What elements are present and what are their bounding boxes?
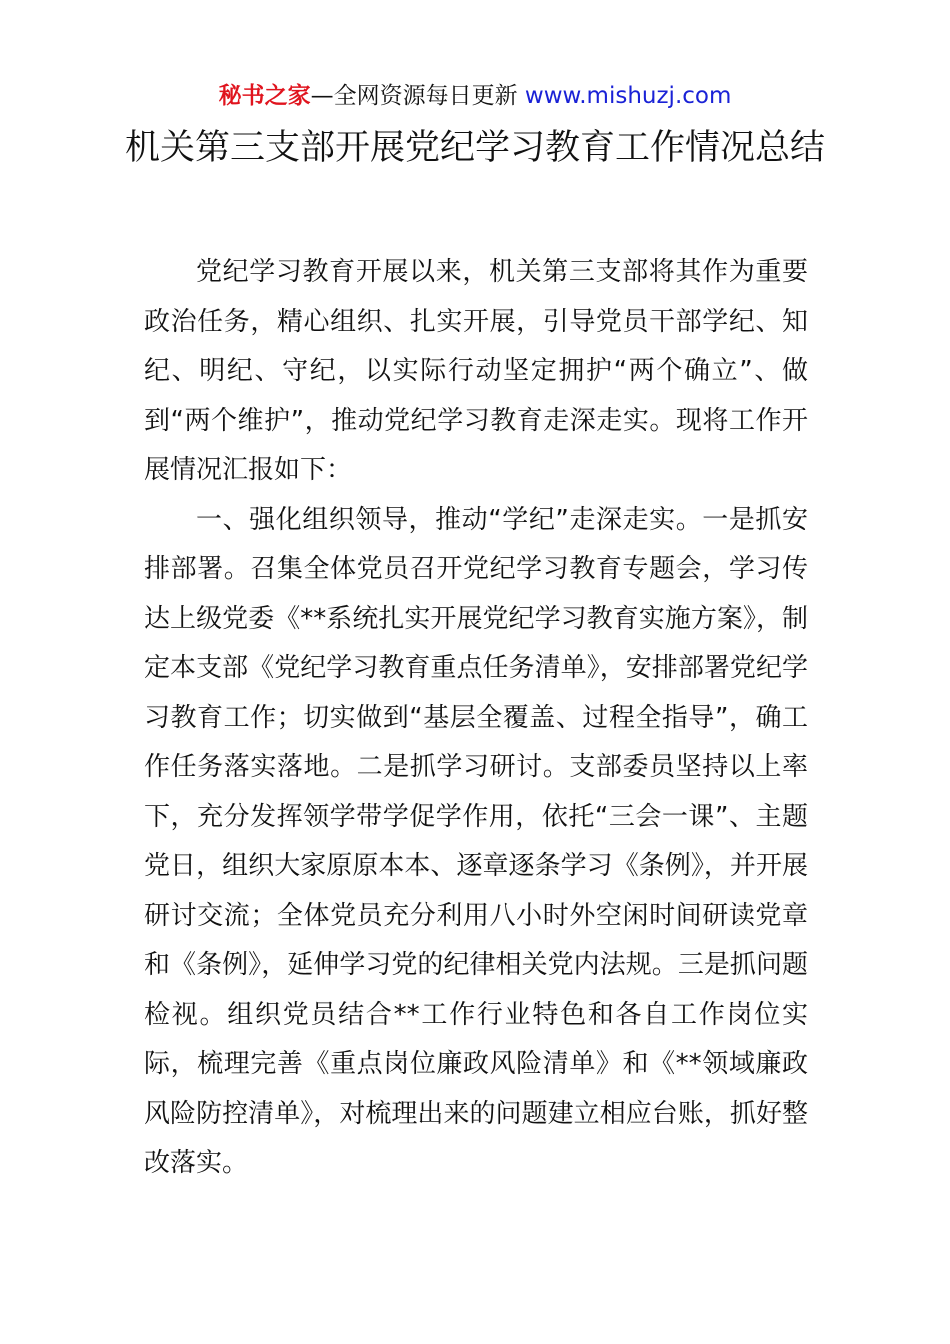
site-brand: 秘书之家: [218, 83, 311, 109]
document-body: [144, 248, 808, 1189]
site-tagline: —全网资源每日更新: [310, 83, 518, 109]
section-one-paragraph: 一、强化组织领导，推动“学纪”走深走实。一是抓安排部署。召集全体党员召开党纪学习教育专题会，学习传达上级党委《**系统扎实开展党纪学习教育实施方案》，制定本支部《党纪学习教育重点任务清单》，安排部署党纪学习教育工作；切实做到“基层全覆盖、过程全指导”，确工作任务落实落地。二是抓学习研讨。支部委员坚持以上率下，充分发挥领学带学促学作用，依托“三会一课”、主题党日，组织大家原原本本、逐章逐条学习《条例》，并开展研讨交流；全体党员充分利用八小时外空闲时间研读党章和《条例》，延伸学习党的纪律相关党内法规。三是抓问题检视。组织党员结合**工作行业特色和各自工作岗位实际，梳理完善《重点岗位廉政风险清单》和《**领域廉政风险防控清单》，对梳理出来的问题建立相应台账，抓好整改落实。: [144, 504, 808, 1178]
site-banner: [0, 80, 950, 112]
site-url-link[interactable]: www.mishuzj.com: [524, 83, 732, 109]
document-title: 机关第三支部开展党纪学习教育工作情况总结: [124, 128, 825, 168]
intro-paragraph: 党纪学习教育开展以来，机关第三支部将其作为重要政治任务，精心组织、扎实开展，引导党员干部学纪、知纪、明纪、守纪，以实际行动坚定拥护“两个确立”、做到“两个维护”，推动党纪学习教育走深走实。现将工作开展情况汇报如下：: [144, 257, 808, 485]
